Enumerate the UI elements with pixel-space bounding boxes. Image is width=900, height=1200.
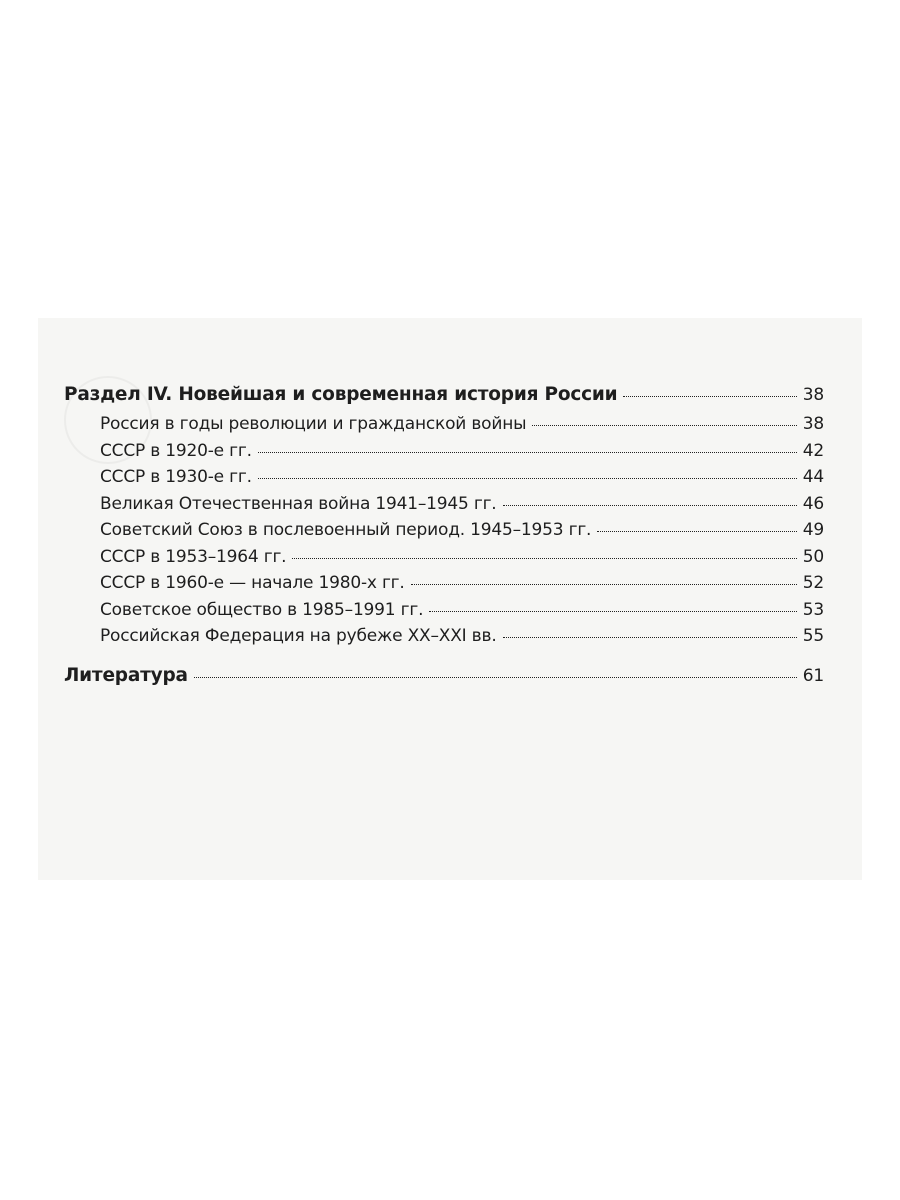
toc-entry <box>64 573 824 600</box>
toc-entry <box>64 494 824 521</box>
dot-leader <box>503 635 797 638</box>
toc-entry <box>64 467 824 494</box>
toc-section-title: Раздел IV. Новейшая и современная история России <box>64 384 618 405</box>
dot-leader <box>258 476 797 479</box>
toc-page-number: 52 <box>802 573 824 593</box>
toc-page-number: 38 <box>802 414 824 434</box>
toc-page-number: 53 <box>802 599 824 620</box>
dot-leader <box>503 503 797 506</box>
toc-entry-title: СССР в 1953–1964 гг. <box>100 546 287 567</box>
toc-entry-title: СССР в 1960-е — начале 1980-х гг. <box>100 573 405 593</box>
toc-entry <box>64 626 824 653</box>
dot-leader <box>429 609 796 612</box>
toc-entry <box>64 520 824 547</box>
toc-entry-title: Советское общество в 1985–1991 гг. <box>100 599 424 620</box>
toc-page-number: 49 <box>802 520 824 540</box>
dot-leader <box>194 675 797 678</box>
toc-page-number: 44 <box>802 467 824 487</box>
toc-entry <box>64 441 824 468</box>
toc-page-number: 42 <box>802 440 824 461</box>
toc-page-number: 55 <box>802 626 824 646</box>
dot-leader <box>532 423 796 426</box>
dot-leader <box>411 582 797 585</box>
toc-page-number: 38 <box>802 385 824 405</box>
dot-leader <box>258 450 797 453</box>
dot-leader <box>292 556 796 559</box>
toc-entry <box>64 414 824 441</box>
toc-entry-title: Россия в годы революции и гражданской войны <box>100 414 527 434</box>
dot-leader <box>623 394 796 397</box>
toc-section-title: Литература <box>64 664 188 686</box>
toc-entry-title: СССР в 1930-е гг. <box>100 467 252 487</box>
toc-entry <box>64 547 824 574</box>
toc-page-number: 50 <box>802 546 824 567</box>
toc-literature-entry <box>64 661 824 695</box>
toc-entry-title: Советский Союз в послевоенный период. 1945–1953 гг. <box>100 520 592 540</box>
toc-page-number: 61 <box>802 665 824 686</box>
dot-leader <box>597 529 797 532</box>
toc-entry <box>64 600 824 627</box>
toc-page-number: 46 <box>802 493 824 514</box>
toc-entry-title: СССР в 1920-е гг. <box>100 440 252 461</box>
toc-entry-title: Великая Отечественная война 1941–1945 гг. <box>100 493 497 514</box>
table-of-contents <box>64 380 824 695</box>
toc-entry-title: Российская Федерация на рубеже XX–XXI вв. <box>100 626 497 646</box>
toc-section-entry <box>64 380 824 414</box>
